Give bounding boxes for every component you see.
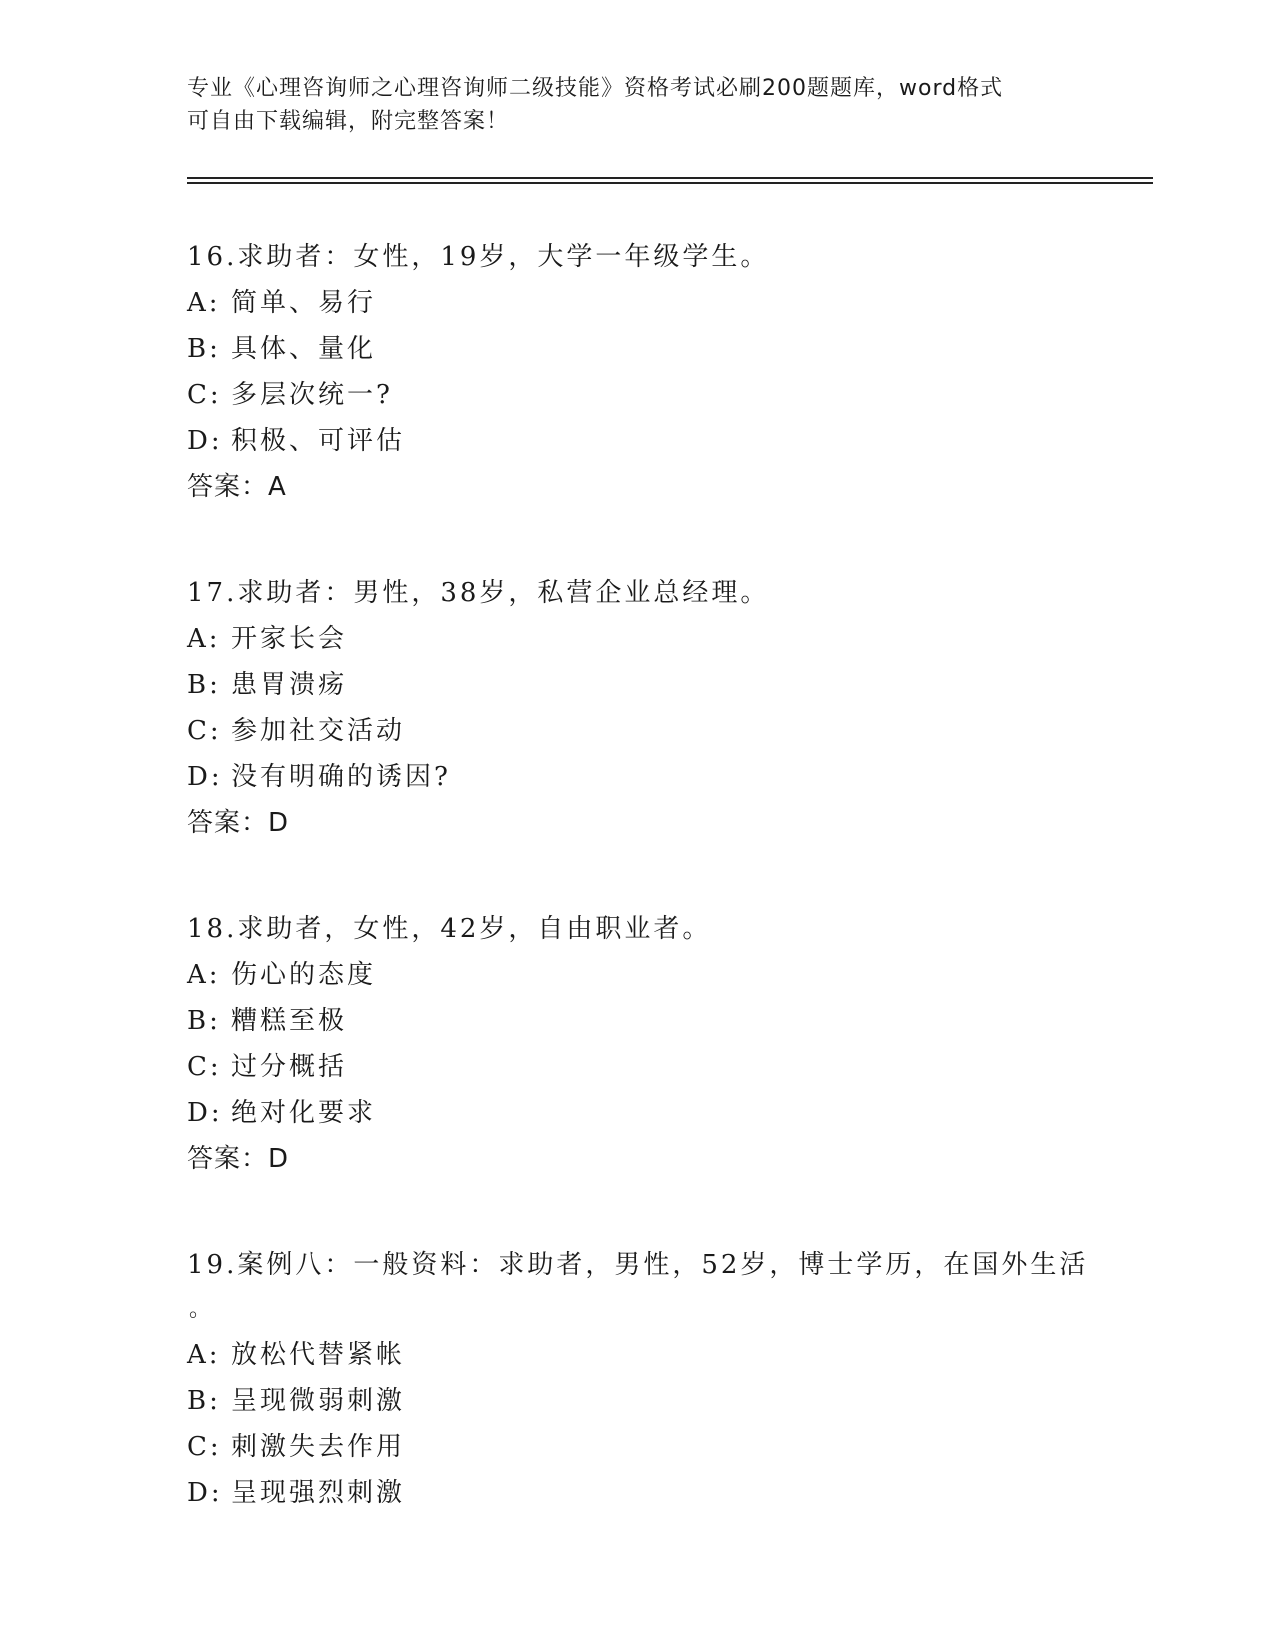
header-line-1: 专业《心理咨询师之心理咨询师二级技能》资格考试必刷200题题库，word格式 bbox=[187, 76, 1004, 101]
question-18 bbox=[187, 906, 1087, 1182]
question-list bbox=[187, 234, 1087, 1516]
option-text: 积极、可评估 bbox=[231, 426, 406, 456]
option-label: C: bbox=[187, 380, 222, 410]
question-stem: 16.求助者：女性，19岁，大学一年级学生。 bbox=[187, 242, 770, 272]
option-d bbox=[187, 1090, 1087, 1136]
option-text: 绝对化要求 bbox=[231, 1098, 377, 1128]
option-c bbox=[187, 372, 1087, 418]
answer-line: 答案：D bbox=[187, 808, 290, 838]
option-b bbox=[187, 662, 1087, 708]
option-label: A: bbox=[187, 1340, 221, 1370]
question-stem: 17.求助者：男性，38岁，私营企业总经理。 bbox=[187, 578, 770, 608]
option-text: 呈现强烈刺激 bbox=[231, 1478, 406, 1508]
question-stem-tail: 。 bbox=[189, 1297, 212, 1322]
option-c bbox=[187, 708, 1087, 754]
option-d bbox=[187, 754, 1087, 800]
option-label: D: bbox=[187, 1098, 223, 1128]
option-label: C: bbox=[187, 716, 222, 746]
option-c bbox=[187, 1424, 1087, 1470]
question-19 bbox=[187, 1242, 1087, 1516]
option-a bbox=[187, 616, 1087, 662]
spacer bbox=[187, 1182, 1087, 1242]
option-label: B: bbox=[187, 334, 221, 364]
option-text: 呈现微弱刺激 bbox=[231, 1386, 406, 1416]
option-text: 糟糕至极 bbox=[231, 1006, 348, 1036]
option-text: 简单、易行 bbox=[231, 288, 377, 318]
document-header bbox=[187, 72, 1087, 138]
question-17 bbox=[187, 570, 1087, 846]
option-b bbox=[187, 1378, 1087, 1424]
option-text: 没有明确的诱因? bbox=[231, 762, 451, 792]
option-text: 伤心的态度 bbox=[231, 960, 377, 990]
option-label: A: bbox=[187, 960, 221, 990]
option-d bbox=[187, 1470, 1087, 1516]
option-label: C: bbox=[187, 1432, 222, 1462]
option-text: 过分概括 bbox=[231, 1052, 348, 1082]
option-label: D: bbox=[187, 1478, 223, 1508]
option-text: 放松代替紧帐 bbox=[231, 1340, 406, 1370]
question-stem: 19.案例八：一般资料：求助者，男性，52岁，博士学历，在国外生活 bbox=[187, 1250, 1089, 1280]
option-d bbox=[187, 418, 1087, 464]
option-label: D: bbox=[187, 426, 223, 456]
option-text: 开家长会 bbox=[231, 624, 348, 654]
option-label: A: bbox=[187, 288, 221, 318]
option-text: 患胃溃疡 bbox=[231, 670, 348, 700]
option-label: B: bbox=[187, 670, 221, 700]
question-16 bbox=[187, 234, 1087, 510]
option-text: 具体、量化 bbox=[231, 334, 377, 364]
option-label: A: bbox=[187, 624, 221, 654]
option-a bbox=[187, 952, 1087, 998]
header-divider-bottom bbox=[187, 182, 1153, 184]
option-label: C: bbox=[187, 1052, 222, 1082]
spacer bbox=[187, 510, 1087, 570]
header-line-2: 可自由下载编辑，附完整答案！ bbox=[187, 109, 510, 134]
option-c bbox=[187, 1044, 1087, 1090]
option-b bbox=[187, 998, 1087, 1044]
question-stem: 18.求助者，女性，42岁，自由职业者。 bbox=[187, 914, 712, 944]
option-label: B: bbox=[187, 1006, 221, 1036]
option-text: 参加社交活动 bbox=[231, 716, 406, 746]
answer-line: 答案：A bbox=[187, 472, 287, 502]
option-label: B: bbox=[187, 1386, 221, 1416]
option-label: D: bbox=[187, 762, 223, 792]
option-a bbox=[187, 280, 1087, 326]
option-text: 多层次统一? bbox=[231, 380, 393, 410]
option-text: 刺激失去作用 bbox=[231, 1432, 406, 1462]
spacer bbox=[187, 846, 1087, 906]
option-a bbox=[187, 1332, 1087, 1378]
header-divider-top bbox=[187, 177, 1153, 179]
option-b bbox=[187, 326, 1087, 372]
answer-line: 答案：D bbox=[187, 1144, 290, 1174]
